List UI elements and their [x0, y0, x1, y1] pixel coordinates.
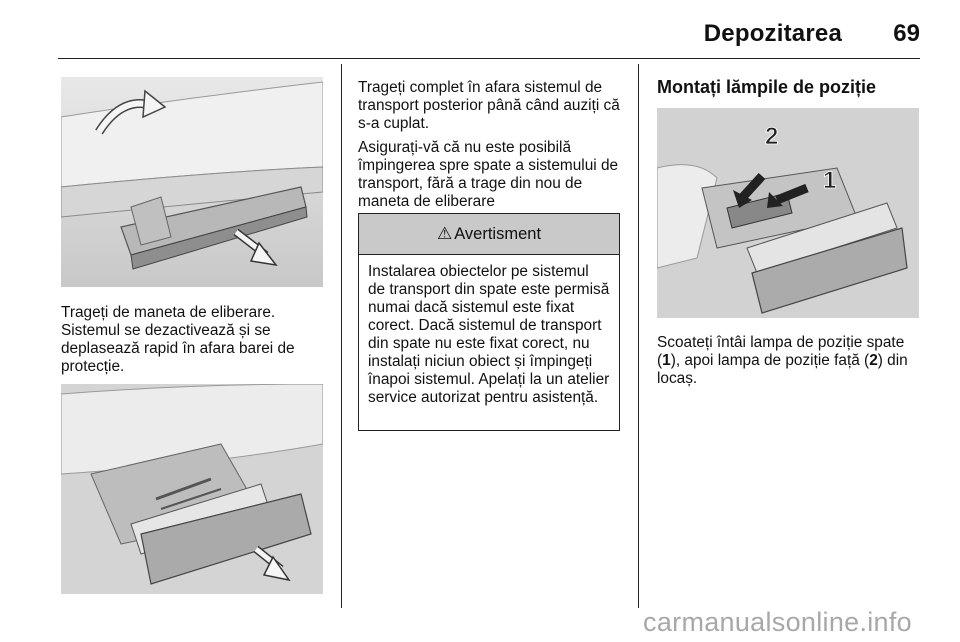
ref-2: 2 [869, 352, 878, 369]
page-number: 69 [893, 20, 920, 47]
watermark: carmanualsonline.info [643, 607, 912, 637]
warning-triangle-icon: ⚠ [436, 224, 453, 243]
paragraph-remove-lamps [657, 334, 923, 388]
figure-position-lamps [657, 108, 919, 318]
paragraph-release-lever: Trageți de maneta de eliberare. Sistemul se dezactivează și se deplasează rapid în afara barei de protecție. [61, 304, 295, 375]
callout-1: 1 [823, 167, 837, 194]
illustration-position-lamps [657, 108, 919, 318]
warning-box [358, 213, 620, 431]
illustration-carrier-extended [61, 384, 323, 594]
section-heading: Montați lămpile de poziție [657, 77, 877, 97]
figure-carrier-extended [61, 384, 323, 594]
warning-text: Instalarea obiectelor pe sistemul de transport din spate este permisă numai dacă sistemul este fixat corect. Dacă sistemul de transport din spate nu este fixat corect, nu instalați niciun obiect și împingeți înapoi sistemul. Apelați la un atelier service autorizat pentru asistență. [368, 263, 610, 406]
illustration-release-lever [61, 77, 323, 287]
paragraph-pull-out: Trageți complet în afara sistemul de transport posterior până când auziți că s-a cuplat. [358, 79, 620, 132]
warning-header [359, 214, 619, 255]
page-header [0, 14, 960, 54]
header-rule [58, 58, 920, 59]
paragraph-ensure-locked: Asigurați-vă că nu este posibilă împingerea spre spate a sistemului de transport, fără a trage din nou de maneta de eliberare [358, 139, 619, 210]
figure-release-lever [61, 77, 323, 287]
warning-title: Avertisment [454, 224, 542, 243]
section-title: Depozitarea [703, 20, 842, 47]
text-part: Scoateți întâi lampa de poziție spate ( [657, 334, 905, 369]
text-part: ) din locaș. [657, 352, 908, 387]
ref-1: 1 [662, 352, 671, 369]
callout-2: 2 [765, 123, 779, 150]
column-divider-1 [341, 64, 342, 608]
column-divider-2 [638, 64, 639, 608]
text-part: ), apoi lampa de poziție față ( [670, 352, 870, 369]
